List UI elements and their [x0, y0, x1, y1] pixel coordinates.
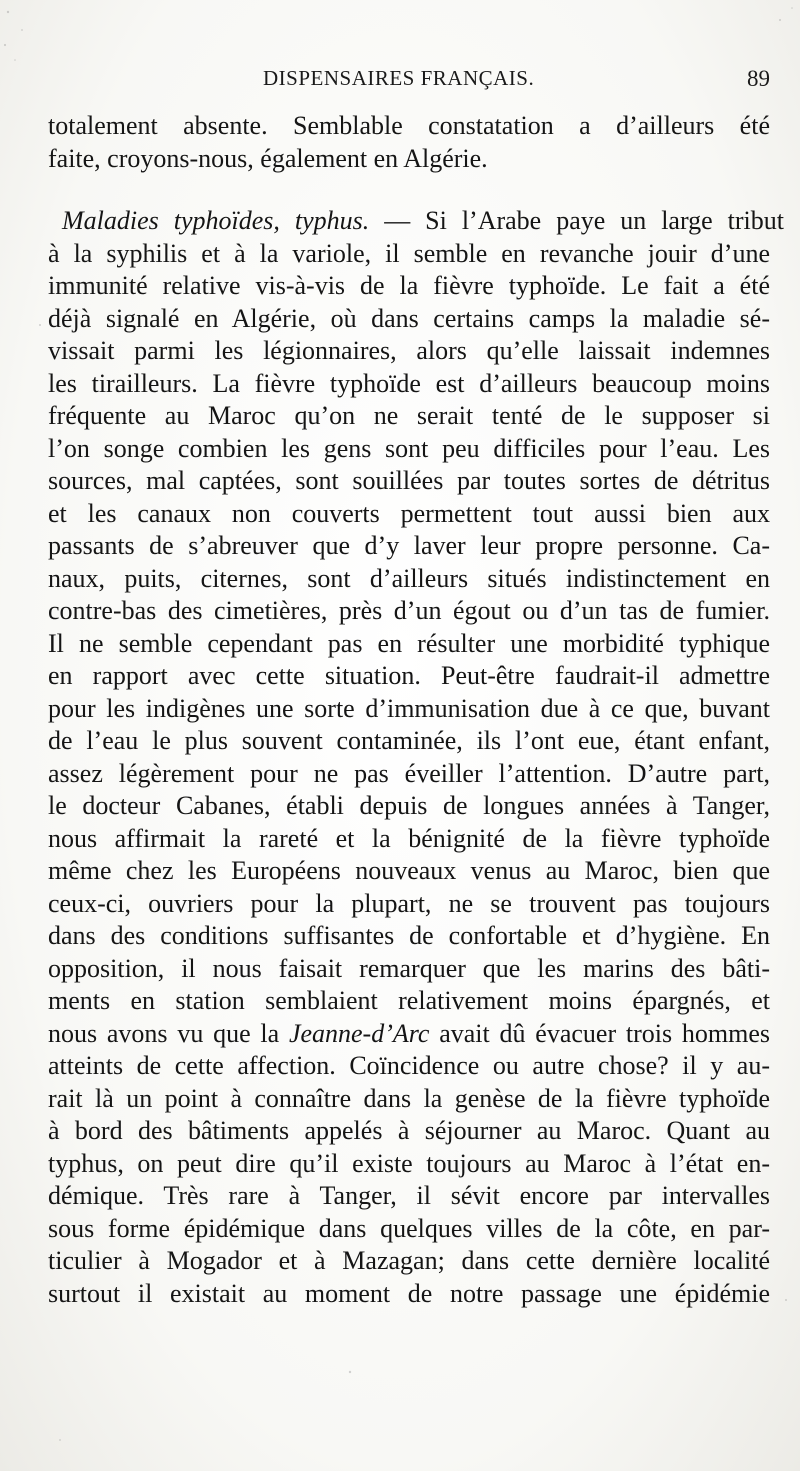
text-line: opposition, il nous faisait remarquer que les marins des bâti- — [48, 953, 770, 983]
text-line-jeanne — [48, 1018, 770, 1051]
text-line: typhus, on peut dire qu’il existe toujours au Maroc à l’état en- — [48, 1148, 770, 1178]
text-line: vissait parmi les légionnaires, alors qu’elle laissait indemnes — [48, 336, 770, 365]
text-line: fréquente au Maroc qu’on ne serait tenté de le supposer si — [48, 401, 770, 430]
text-line: contre-bas des cimetières, près d’un égout ou d’un tas de fumier. — [48, 596, 770, 625]
paragraph-gap — [48, 175, 770, 205]
text-line: en rapport avec cette situation. Peut-être faudrait-il admettre — [48, 661, 770, 690]
text-line: assez légèrement pour ne pas éveiller l’attention. D’autre part, — [48, 758, 770, 788]
text-line: les tirailleurs. La fièvre typhoïde est d’ailleurs beaucoup moins — [48, 368, 770, 398]
text-line: nous affirmait la rareté et la bénignité de la fièvre typhoïde — [48, 823, 770, 853]
text-line: ticulier à Mogador et à Mazagan; dans cette dernière localité — [48, 1246, 770, 1275]
text-line: à la syphilis et à la variole, il semble en revanche jouir d’une — [48, 238, 770, 268]
text-line: sous forme épidémique dans quelques villes de la côte, en par- — [48, 1213, 770, 1243]
page-number: 89 — [747, 66, 770, 91]
text-line: ceux-ci, ouvriers pour la plupart, ne se trouvent pas toujours — [48, 888, 770, 918]
paragraph-2 — [48, 205, 784, 1310]
text-run: nous avons vu que la — [48, 1018, 289, 1048]
paragraph-lines — [48, 238, 770, 1018]
section-heading: Maladies typhoïdes, typhus. — [62, 206, 370, 235]
text-line: immunité relative vis-à-vis de la fièvre typhoïde. Le fait a été — [48, 271, 770, 300]
running-head: DISPENSAIRES FRANÇAIS. — [263, 66, 535, 90]
body-text — [48, 110, 784, 1310]
text-line: l’on songe combien les gens sont peu difficiles pour l’eau. Les — [48, 433, 770, 463]
text-line: naux, puits, citernes, sont d’ailleurs situés indistinctement en — [48, 563, 770, 593]
text-line: de l’eau le plus souvent contaminée, ils l’ont eue, étant enfant, — [48, 726, 770, 755]
text-run: — Si l’Arabe paye un large tribut — [369, 206, 784, 235]
text-line: Il ne semble cependant pas en résulter une morbidité typhique — [48, 628, 770, 658]
text-run: avait dû évacuer trois hommes — [429, 1018, 770, 1048]
text-line: à bord des bâtiments appelés à séjourner au Maroc. Quant au — [48, 1116, 770, 1145]
text-line: pour les indigènes une sorte d’immunisation due à ce que, buvant — [48, 693, 770, 723]
text-line: totalement absente. Semblable constatation a d’ailleurs été — [48, 111, 770, 140]
paragraph-1 — [48, 110, 770, 175]
text-line: faite, croyons-nous, également en Algérie. — [48, 143, 488, 173]
text-line: sources, mal captées, sont souillées par toutes sortes de détritus — [48, 466, 770, 495]
text-line: ments en station semblaient relativement moins épargnés, et — [48, 986, 770, 1015]
ship-name: Jeanne-d’Arc — [288, 1018, 430, 1048]
text-line: déjà signalé en Algérie, où dans certains camps la maladie sé- — [48, 303, 770, 333]
text-line: même chez les Européens nouveaux venus au Maroc, bien que — [48, 856, 770, 885]
paragraph-lines-after — [48, 1050, 770, 1310]
text-line: surtout il existait au moment de notre passage une épidémie — [48, 1278, 770, 1308]
text-line: démique. Très rare à Tanger, il sévit encore par intervalles — [48, 1181, 770, 1210]
paragraph-first-line — [48, 205, 784, 238]
text-line: rait là un point à connaître dans la genèse de la fièvre typhoïde — [48, 1083, 770, 1113]
text-line: passants de s’abreuver que d’y laver leur propre personne. Ca- — [48, 531, 770, 560]
text-line: dans des conditions suffisantes de confortable et d’hygiène. En — [48, 921, 770, 950]
text-line: le docteur Cabanes, établi depuis de longues années à Tanger, — [48, 791, 770, 820]
text-line: atteints de cette affection. Coïncidence ou autre chose? il y au- — [48, 1051, 770, 1080]
page-header — [48, 66, 770, 106]
text-line: et les canaux non couverts permettent tout aussi bien aux — [48, 498, 770, 528]
